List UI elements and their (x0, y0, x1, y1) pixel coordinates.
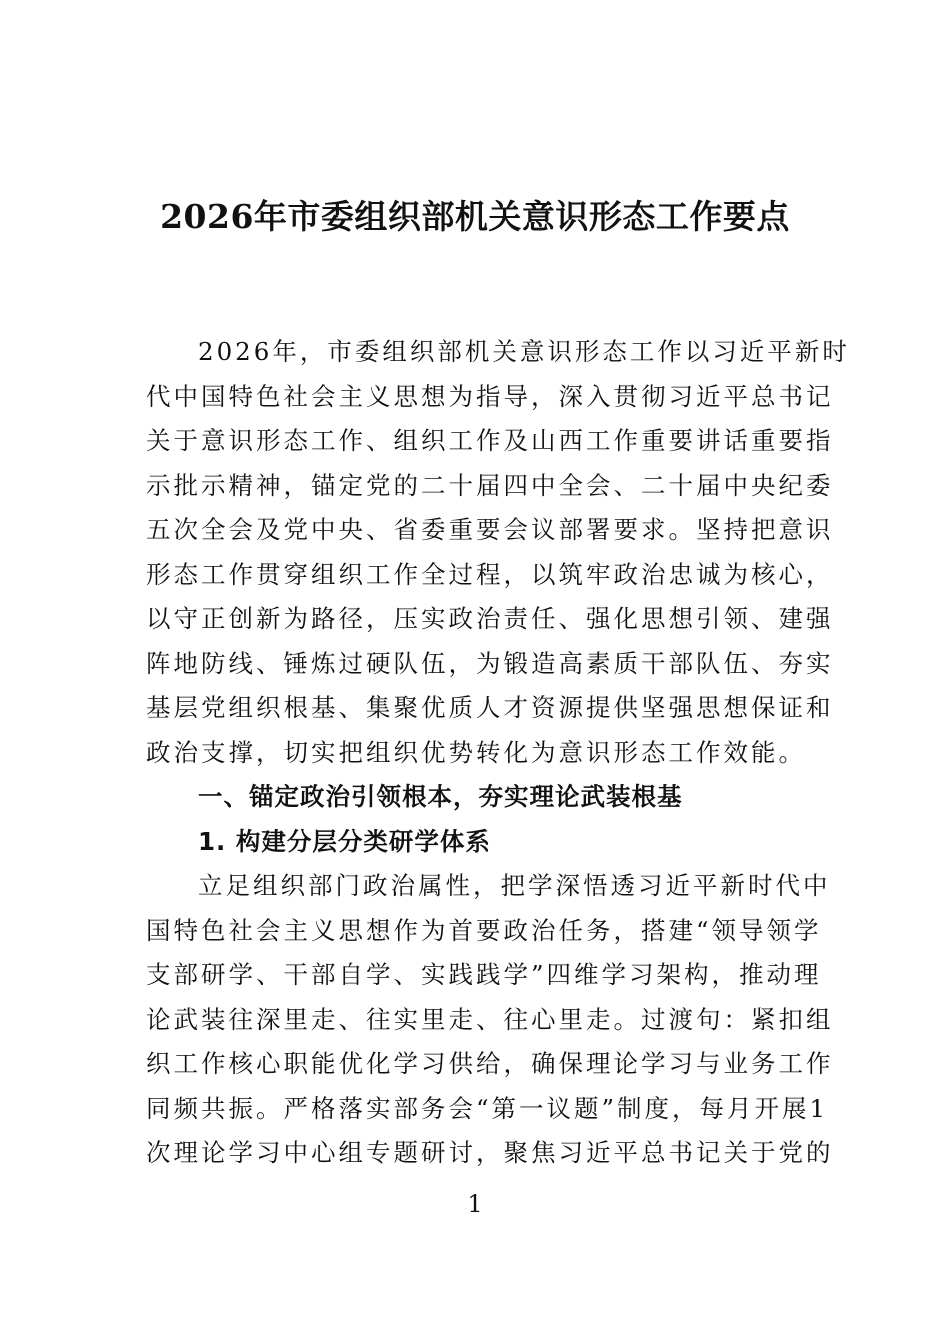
paragraph-line: 国特色社会主义思想作为首要政治任务，搭建“领导领学 (146, 915, 822, 945)
page-number: 1 (467, 1190, 483, 1218)
paragraph-line: 支部研学、干部自学、实践践学”四维学习架构，推动理 (146, 960, 822, 989)
intro-line: 示批示精神，锚定党的二十届四中全会、二十届中央纪委 (146, 470, 834, 500)
paragraph-line: 织工作核心职能优化学习供给，确保理论学习与业务工作 (146, 1049, 834, 1078)
intro-line: 五次全会及党中央、省委重要会议部署要求。坚持把意识 (146, 515, 834, 544)
intro-line: 阵地防线、锤炼过硬队伍，为锻造高素质干部队伍、夯实 (146, 648, 834, 678)
intro-line: 关于意识形态工作、组织工作及山西工作重要讲话重要指 (146, 426, 834, 455)
paragraph-line: 论武装往深里走、往实里走、往心里走。过渡句：紧扣组 (146, 1004, 834, 1034)
paragraph-line: 次理论学习中心组专题研讨，聚焦习近平总书记关于党的 (146, 1138, 834, 1167)
intro-line: 2026年，市委组织部机关意识形态工作以习近平新时 (198, 337, 850, 366)
document-body (146, 330, 850, 1176)
intro-line: 政治支撑，切实把组织优势转化为意识形态工作效能。 (146, 737, 806, 767)
intro-line: 基层党组织根基、集聚优质人才资源提供坚强思想保证和 (146, 693, 834, 722)
intro-line: 以守正创新为路径，压实政治责任、强化思想引领、建强 (146, 604, 834, 633)
document-title: 2026年市委组织部机关意识形态工作要点 (160, 197, 790, 236)
intro-line: 形态工作贯穿组织工作全过程，以筑牢政治忠诚为核心， (146, 559, 834, 589)
subsection-heading: 1. 构建分层分类研学体系 (198, 826, 491, 856)
paragraph-line: 同频共振。严格落实部务会“第一议题”制度，每月开展1 (146, 1093, 829, 1123)
section-heading: 一、锚定政治引领根本，夯实理论武装根基 (198, 782, 683, 811)
paragraph-line: 立足组织部门政治属性，把学深悟透习近平新时代中 (198, 871, 831, 900)
intro-line: 代中国特色社会主义思想为指导，深入贯彻习近平总书记 (146, 381, 834, 411)
